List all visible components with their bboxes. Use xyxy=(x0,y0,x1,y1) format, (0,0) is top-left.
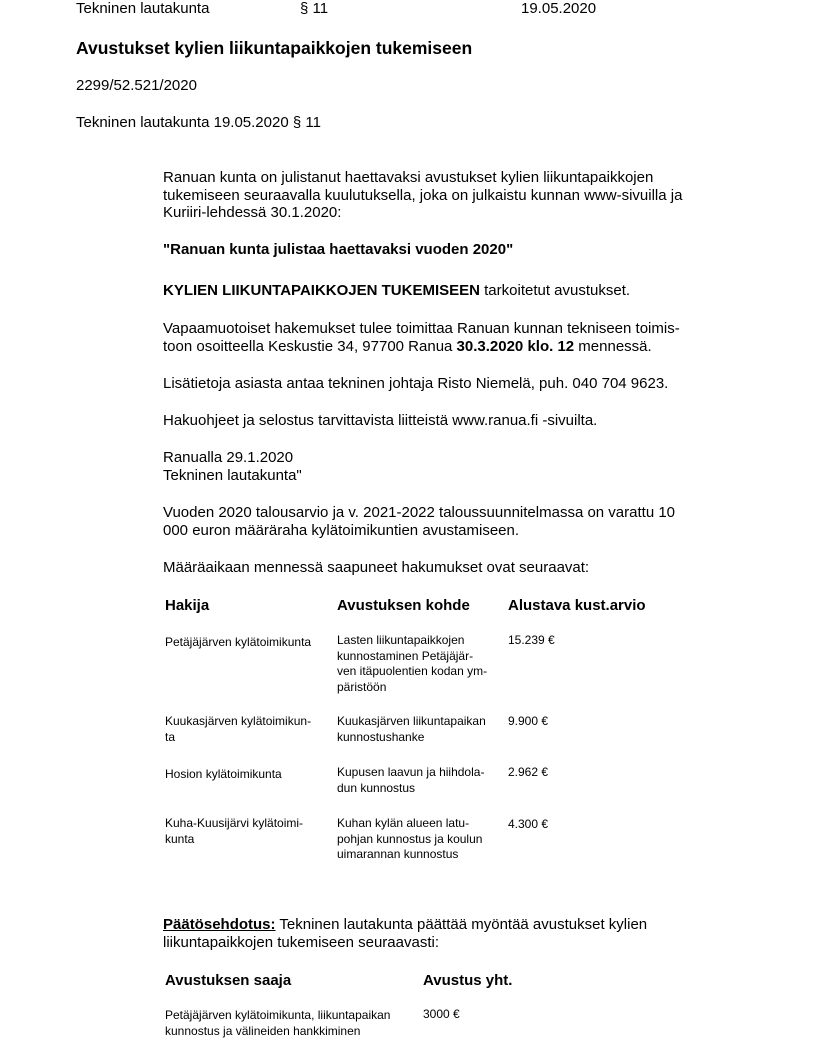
table-header-estimate: Alustava kust.arvio xyxy=(508,597,646,614)
cell-line: kunta xyxy=(165,831,195,846)
cell-line: Petäjäjärven kylätoimikunta, liikuntapaikan xyxy=(165,1008,391,1022)
table-header-applicant: Hakija xyxy=(165,597,210,614)
cell-line: Kupusen laavun ja hiihdola- xyxy=(337,765,485,779)
table-row-estimate: 15.239 € xyxy=(508,633,555,647)
decision-proposal xyxy=(163,916,723,951)
cell-line: kunnostaminen Petäjäjär- xyxy=(337,648,474,663)
table-row-estimate: 2.962 € xyxy=(508,765,549,779)
submit-line-1: Vapaamuotoiset hakemukset tulee toimittaa Ranuan kunnan tekniseen toimis- xyxy=(163,320,680,337)
header-committee: Tekninen lautakunta xyxy=(76,0,210,17)
submit-line-2-start: toon osoitteella Keskustie 34, 97700 Ranua xyxy=(163,337,457,355)
signoff-place-date: Ranualla 29.1.2020 xyxy=(163,449,294,466)
meeting-reference: Tekninen lautakunta 19.05.2020 § 11 xyxy=(76,114,321,131)
table-row-estimate: 9.900 € xyxy=(508,714,549,728)
proposal-text-1: Tekninen lautakunta päättää myöntää avustukset kylien xyxy=(275,916,648,933)
intro-paragraph xyxy=(163,169,723,222)
grants-row-amount: 3000 € xyxy=(423,1007,460,1021)
cell-line: ta xyxy=(165,729,176,744)
cell-line: uimarannan kunnostus xyxy=(337,847,459,861)
cell-line: kunnostushanke xyxy=(337,729,425,744)
header-section: § 11 xyxy=(300,0,329,17)
proposal-line-1 xyxy=(163,916,723,934)
table-row-target xyxy=(337,633,487,695)
cell-line: Kuukasjärven kylätoimikun- xyxy=(165,714,312,728)
table-row-estimate: 4.300 € xyxy=(508,817,549,831)
signoff-name: Tekninen lautakunta" xyxy=(163,466,302,484)
instructions-paragraph: Hakuohjeet ja selostus tarvittavista liitteistä www.ranua.fi -sivuilta. xyxy=(163,412,598,429)
table-row-applicant xyxy=(165,714,311,745)
purpose-paragraph xyxy=(163,282,723,300)
table-row-applicant xyxy=(165,767,282,783)
submit-line-2 xyxy=(163,338,723,356)
cell-line: päristöön xyxy=(337,679,387,694)
budget-line: 000 euron määräraha kylätoimikuntien avustamiseen. xyxy=(163,521,520,539)
cell-line: Kuha-Kuusijärvi kylätoimi- xyxy=(165,816,304,830)
table-row-applicant xyxy=(165,635,311,651)
proposal-label: Päätösehdotus: xyxy=(163,916,276,933)
budget-line: Vuoden 2020 talousarvio ja v. 2021-2022 taloussuunnitelmassa on varattu 10 xyxy=(163,504,676,521)
table-row-target xyxy=(337,816,482,863)
cell-line: ven itäpuolentien kodan ym- xyxy=(337,664,488,678)
page-title: Avustukset kylien liikuntapaikkojen tukemiseen xyxy=(76,38,473,58)
table-row-target xyxy=(337,765,484,796)
case-number: 2299/52.521/2020 xyxy=(76,77,197,94)
info-paragraph: Lisätietoja asiasta antaa tekninen johtaja Risto Niemelä, puh. 040 704 9623. xyxy=(163,375,669,392)
table-row-applicant xyxy=(165,816,303,847)
grants-header-recipient: Avustuksen saaja xyxy=(165,972,292,989)
grants-header-amount: Avustus yht. xyxy=(423,972,513,989)
header-date: 19.05.2020 xyxy=(521,0,597,17)
purpose-bold: KYLIEN LIIKUNTAPAIKKOJEN TUKEMISEEN xyxy=(163,282,480,299)
quote-heading: "Ranuan kunta julistaa haettavaksi vuoden 2020" xyxy=(163,241,514,258)
cell-line: pohjan kunnostus ja koulun xyxy=(337,831,483,846)
cell-line: dun kunnostus xyxy=(337,780,416,795)
cell-line: Kuukasjärven liikuntapaikan xyxy=(337,714,486,728)
cell-line: Hosion kylätoimikunta xyxy=(165,767,282,781)
intro-line: Kuriiri-lehdessä 30.1.2020: xyxy=(163,204,342,221)
purpose-rest: tarkoitetut avustukset. xyxy=(479,282,631,299)
cell-line: Petäjäjärven kylätoimikunta xyxy=(165,635,312,649)
submit-deadline: 30.3.2020 klo. 12 xyxy=(456,337,575,355)
intro-line: tukemiseen seuraavalla kuulutuksella, joka on julkaistu kunnan www-sivuilla ja xyxy=(163,186,683,204)
submit-line-2-end: mennessä. xyxy=(574,337,652,355)
table-header-target: Avustuksen kohde xyxy=(337,597,470,614)
table-row-target xyxy=(337,714,486,745)
budget-paragraph xyxy=(163,504,723,539)
grants-row-recipient xyxy=(165,1008,390,1039)
proposal-line-2: liikuntapaikkojen tukemiseen seuraavasti: xyxy=(163,933,439,951)
signoff xyxy=(163,449,723,484)
intro-line: Ranuan kunta on julistanut haettavaksi avustukset kylien liikuntapaikkojen xyxy=(163,169,654,186)
cell-line: kunnostus ja välineiden hankkiminen xyxy=(165,1023,361,1038)
received-paragraph: Määräaikaan mennessä saapuneet hakumukset ovat seuraavat: xyxy=(163,559,590,576)
cell-line: Kuhan kylän alueen latu- xyxy=(337,816,470,830)
submit-paragraph xyxy=(163,320,723,355)
cell-line: Lasten liikuntapaikkojen xyxy=(337,633,465,647)
